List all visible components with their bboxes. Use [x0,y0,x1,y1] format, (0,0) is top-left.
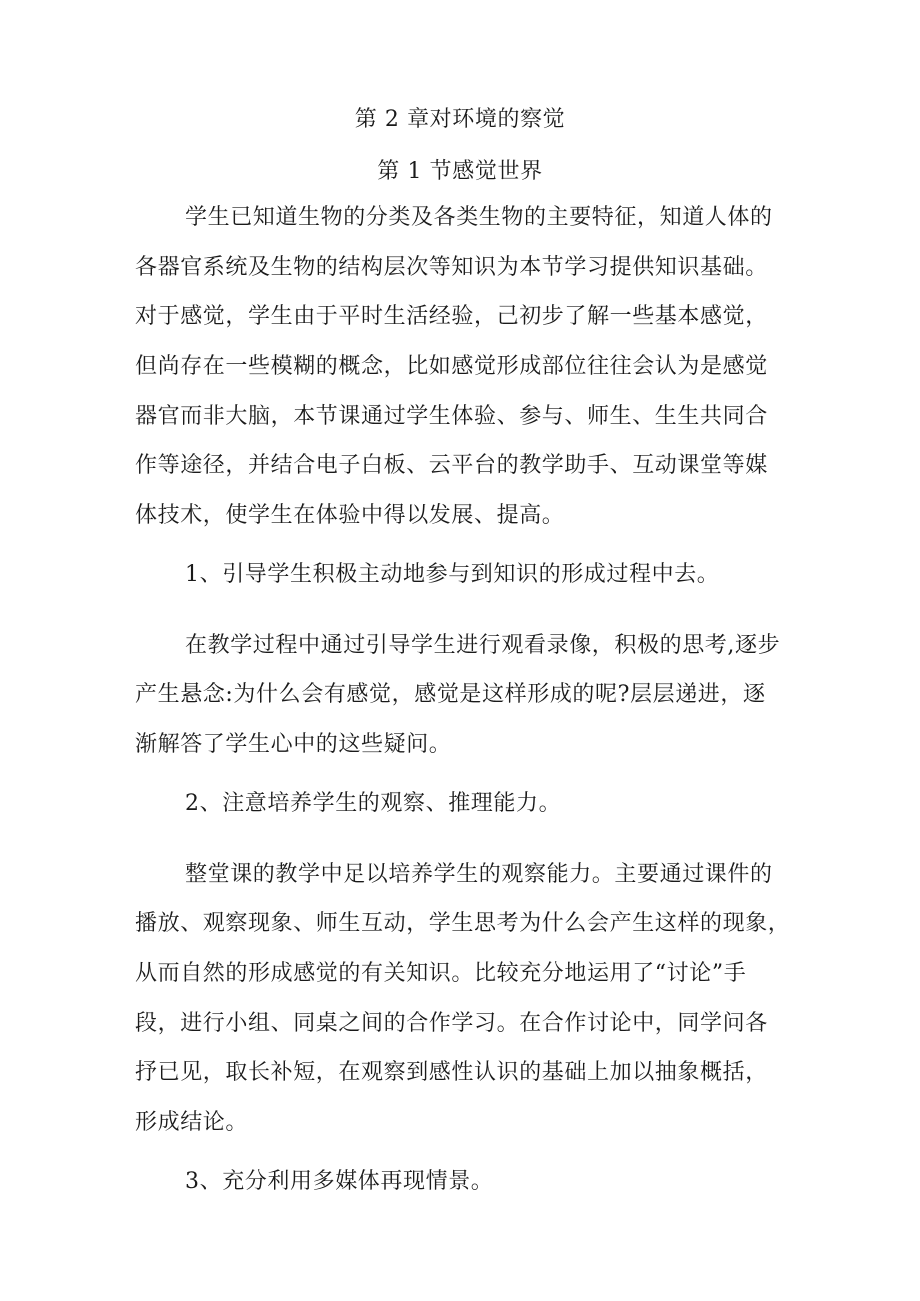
point-1-heading: 1、引导学生积极主动地参与到知识的形成过程中去。 [185,562,720,587]
intro-line: 但尚存在一些模糊的概念，比如感觉形成部位往往会认为是感觉 [135,354,768,379]
point-2-line: 播放、观察现象、师生互动，学生思考为什么会产生这样的现象， [135,911,791,936]
point-2-line: 抒已见，取长补短，在观察到感性认识的基础上加以抽象概括， [135,1060,768,1085]
point-2-line: 从而自然的形成感觉的有关知识。比较充分地运用了“讨论”手 [135,961,747,986]
point-2-heading: 2、注意培养学生的观察、推理能力。 [185,791,562,816]
point-1-line: 在教学过程中通过引导学生进行观看录像，积极的思考,逐步 [185,633,781,658]
point-3-heading: 3、充分利用多媒体再现情景。 [185,1169,494,1194]
intro-line: 体技术，使学生在体验中得以发展、提高。 [135,503,565,528]
section-title: 第 1 节感觉世界 [377,159,543,184]
point-2-line: 形成结论。 [135,1110,249,1135]
point-1-line: 渐解答了学生心中的这些疑问。 [135,732,452,757]
point-2-line: 整堂课的教学中足以培养学生的观察能力。主要通过课件的 [185,862,773,887]
intro-line: 作等途径，并结合电子白板、云平台的教学助手、互动课堂等媒 [135,453,768,478]
intro-line: 各器官系统及生物的结构层次等知识为本节学习提供知识基础。 [135,255,768,280]
intro-line: 对于感觉，学生由于平时生活经验，己初步了解一些基本感觉， [135,304,768,329]
chapter-title: 第 2 章对环境的察觉 [354,107,566,132]
point-1-line: 产生悬念:为什么会有感觉，感觉是这样形成的呢?层层递进，逐 [135,682,766,707]
intro-line: 学生已知道生物的分类及各类生物的主要特征，知道人体的 [185,205,773,230]
point-2-line: 段，进行小组、同桌之间的合作学习。在合作讨论中，同学问各 [135,1011,768,1036]
intro-line: 器官而非大脑，本节课通过学生体验、参与、师生、生生共同合 [135,404,768,429]
